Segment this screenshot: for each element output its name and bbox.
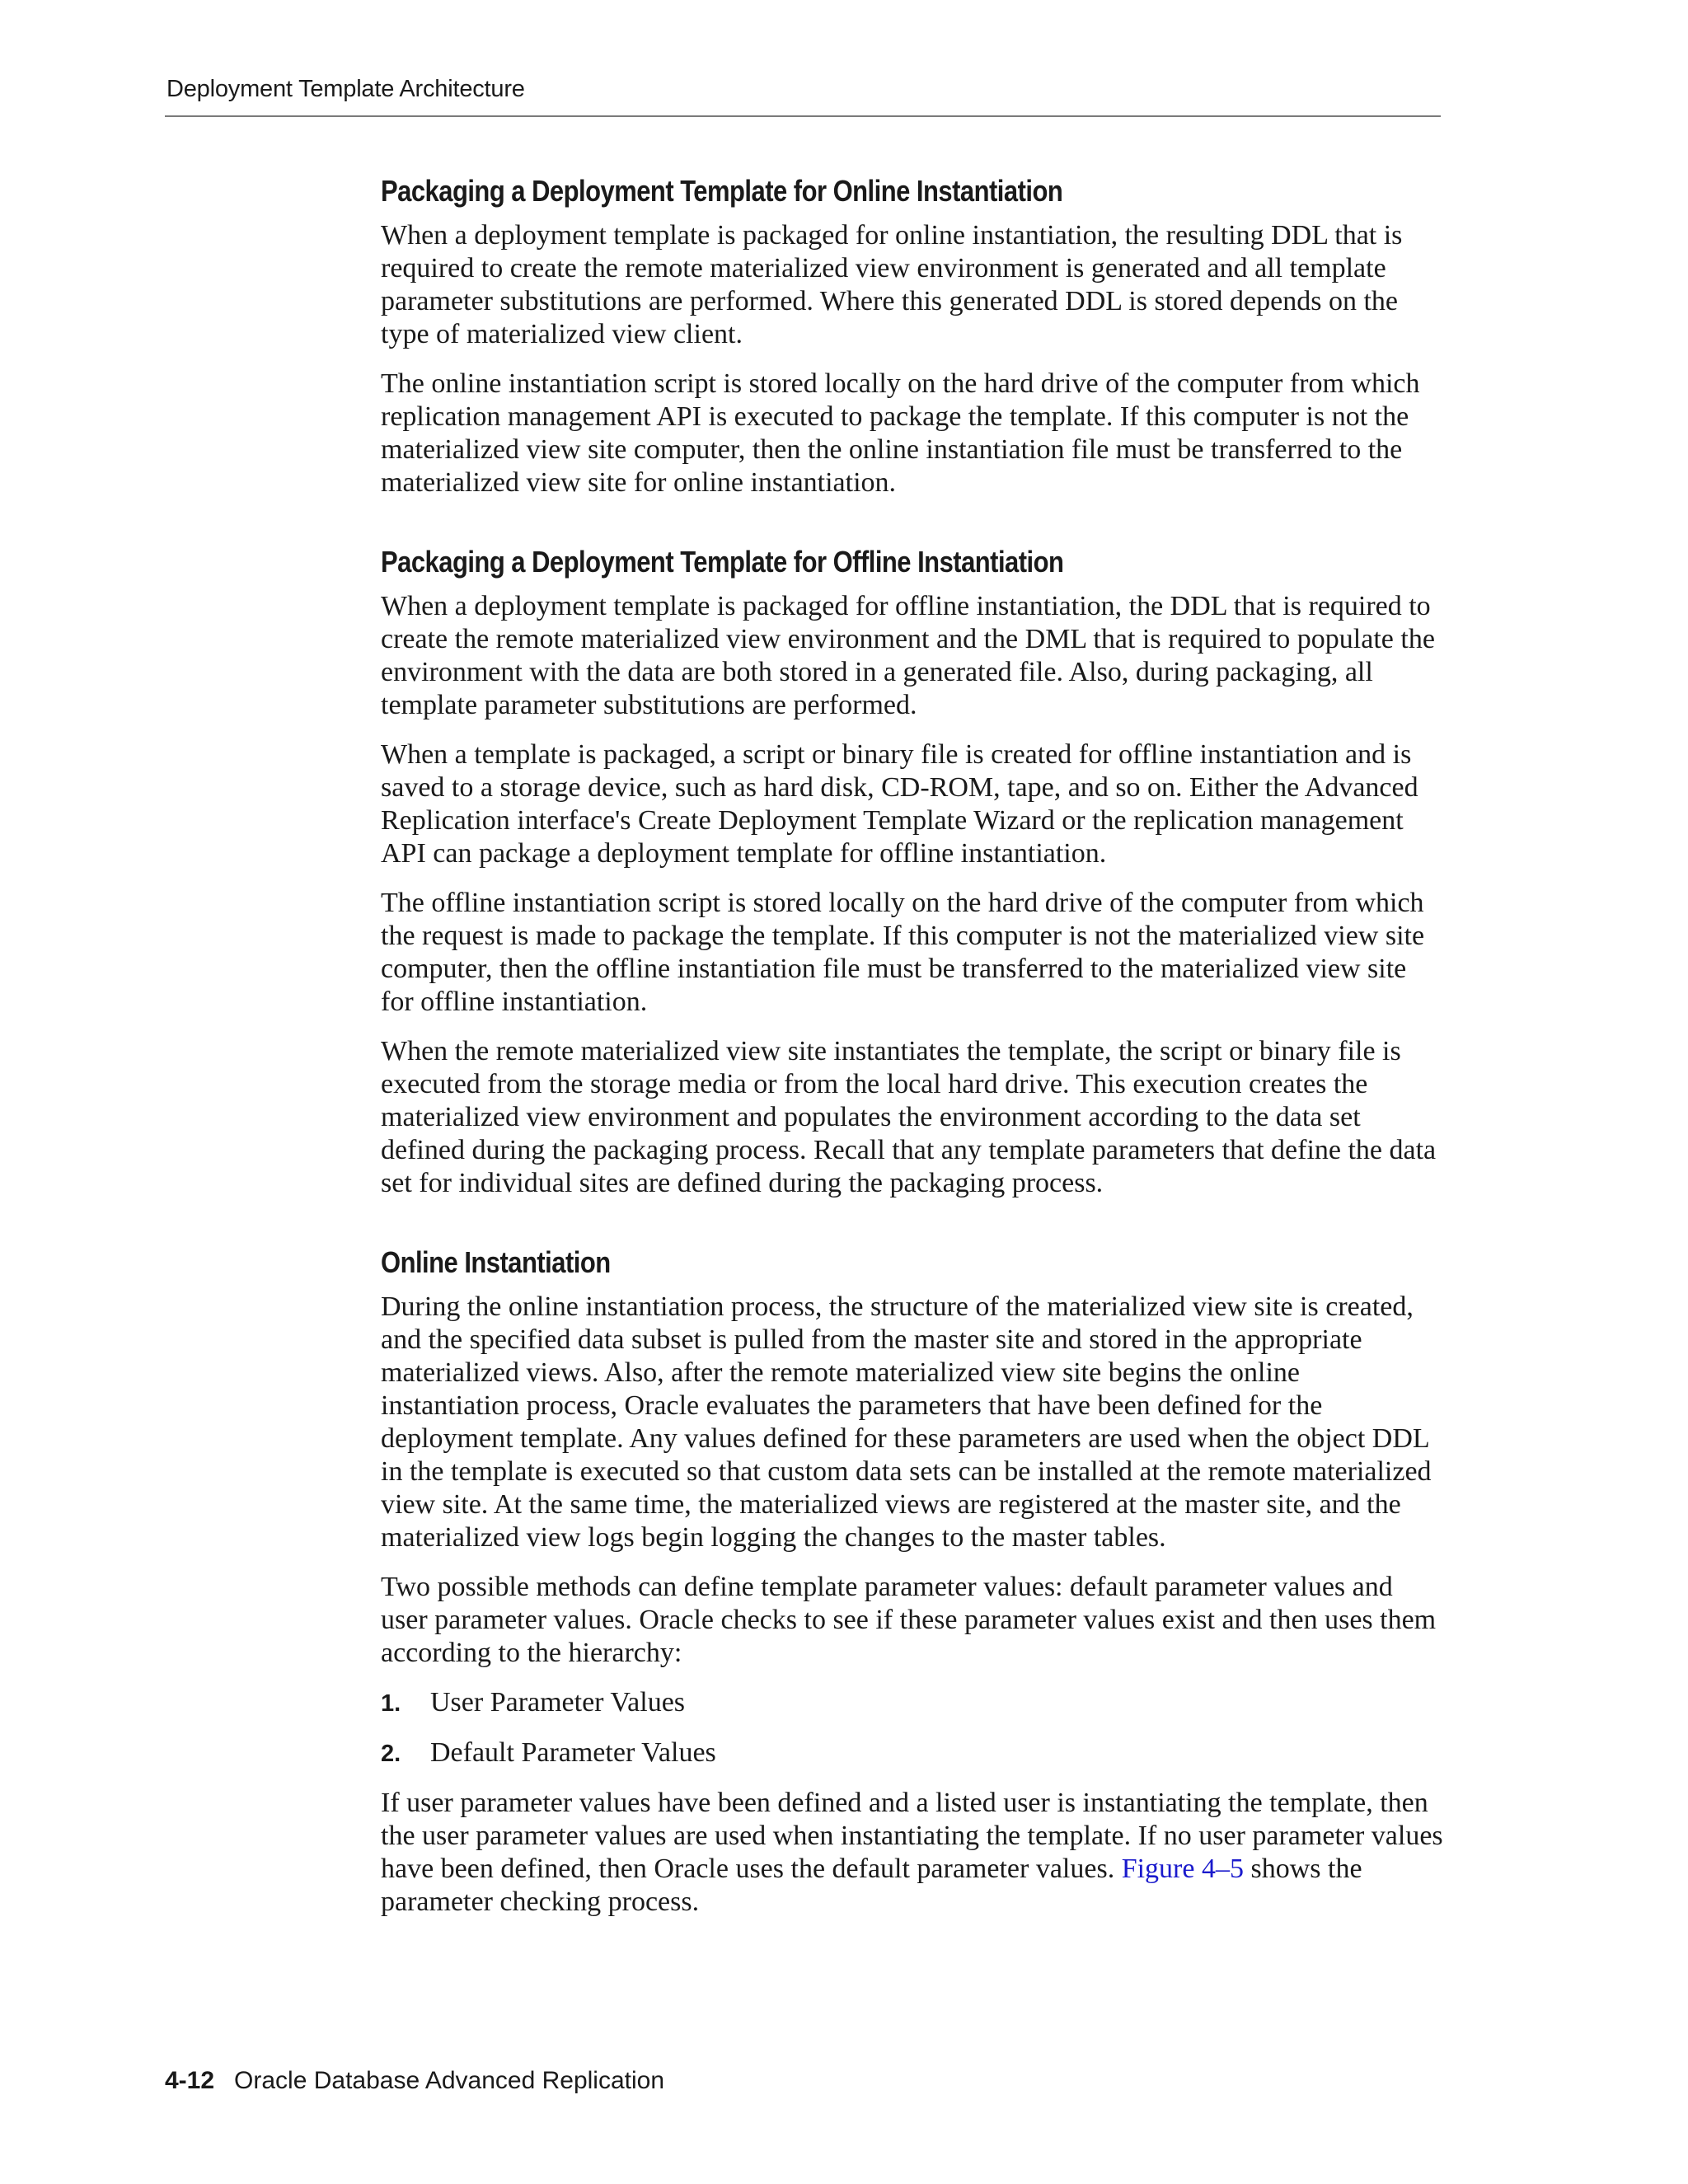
paragraph: When a template is packaged, a script or binary file is created for offline instantiation and is saved to a storage device, such as hard disk, CD-ROM, tape, and so on. Either the Advanced Replication interface's Create Deployment Template Wizard or the replication management API can package a deployment template for offline instantiation. (381, 739, 1418, 869)
paragraph: When the remote materialized view site instantiates the template, the script or binary file is executed from the storage media or from the local hard drive. This execution creates the materialized view environment and populates the environment according to the data set defined during the packaging process. Recall that any template parameters that define the data set for individual sites are defined during the packaging process. (381, 1036, 1437, 1198)
list-item (381, 1686, 1444, 1720)
section-heading: Packaging a Deployment Template for Offline Instantiation (381, 545, 1064, 579)
figure-cross-reference-link[interactable]: Figure 4–5 (1121, 1854, 1244, 1884)
closing-paragraph (381, 1787, 1444, 1919)
paragraph: Two possible methods can define template parameter values: default parameter values and user parameter values. Oracle checks to see if these parameter values exist and then uses them according to the hierarchy: (381, 1572, 1437, 1668)
section-online-instantiation (381, 1243, 1444, 1919)
section-offline-packaging (381, 542, 1444, 1200)
paragraph: When a deployment template is packaged for offline instantiation, the DDL that is required to create the remote materialized view environment and the DML that is required to populate the environment with the data are both stored in a generated file. Also, during packaging, all template parameter substitutions are performed. (381, 591, 1435, 720)
page-content (381, 171, 1444, 1961)
list-number: 2. (381, 1741, 401, 1767)
page-number: 4-12 (165, 2067, 215, 2094)
section-online-packaging (381, 171, 1444, 499)
section-heading: Packaging a Deployment Template for Online Instantiation (381, 174, 1063, 208)
page-footer (165, 2067, 664, 2095)
paragraph: The online instantiation script is stored locally on the hard drive of the computer from which replication management API is executed to package the template. If this computer is not the materialized view site computer, then the online instantiation file must be transferred to the materialized view site for online instantiation. (381, 368, 1420, 498)
list-item (381, 1736, 1444, 1770)
list-number: 1. (381, 1690, 401, 1717)
list-item-text: User Parameter Values (430, 1687, 686, 1718)
section-heading: Online Instantiation (381, 1245, 611, 1279)
paragraph: During the online instantiation process, the structure of the materialized view site is created, and the specified data subset is pulled from the master site and stored in the appropriate materialized views. Also, after the remote materialized view site begins the online instantiation process, Oracle evaluates the parameters that have been defined for the deployment template. Any values defined for these parameters are used when the object DDL in the template is executed so that custom data sets can be installed at the remote materialized view site. At the same time, the materialized views are registered at the master site, and the materialized view logs begin logging the changes to the master tables. (381, 1291, 1432, 1553)
parameter-hierarchy-list (381, 1686, 1444, 1770)
list-item-text: Default Parameter Values (430, 1737, 716, 1768)
running-header: Deployment Template Architecture (166, 76, 525, 102)
closing-text-before-link: If user parameter values have been defined and a listed user is instantiating the template, then the user parameter values are used when instantiating the template. If no user parameter values have been defined, then Oracle uses the default parameter values. (381, 1788, 1443, 1884)
header-divider (165, 115, 1441, 117)
paragraph: The offline instantiation script is stored locally on the hard drive of the computer from which the request is made to package the template. If this computer is not the materialized view site computer, then the offline instantiation file must be transferred to the materialized view site for offline instantiation. (381, 888, 1425, 1017)
book-title: Oracle Database Advanced Replication (234, 2067, 665, 2094)
paragraph: When a deployment template is packaged for online instantiation, the resulting DDL that is required to create the remote materialized view environment is generated and all template parameter substitutions are performed. Where this generated DDL is stored depends on the type of materialized view client. (381, 220, 1403, 349)
closing-text-after-link: shows the parameter checking process. (381, 1854, 1362, 1917)
